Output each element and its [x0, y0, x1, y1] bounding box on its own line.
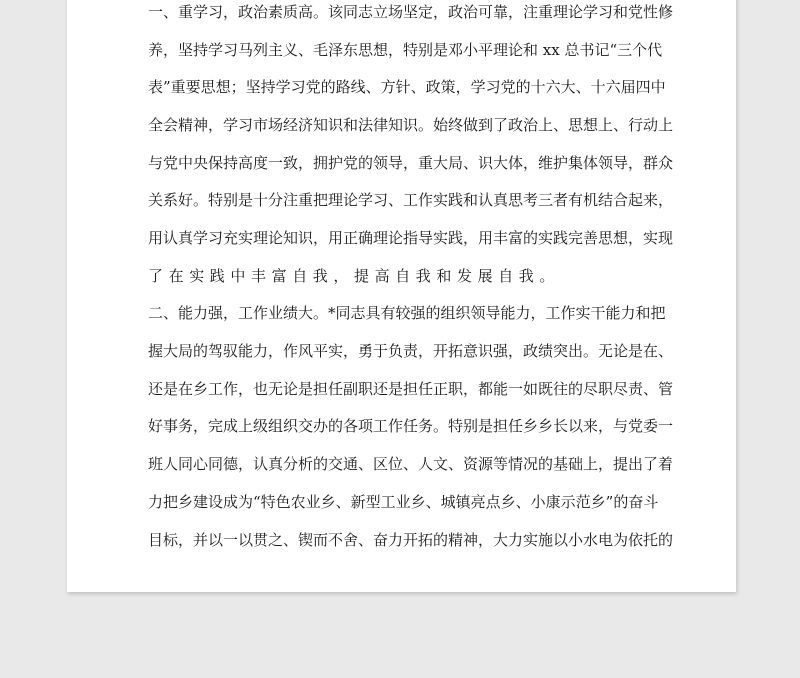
text-line: 了在实践中丰富自我，提高自我和发展自我。: [148, 267, 561, 285]
text-line: 目标，并以一以贯之、锲而不舍、奋力开拓的精神，大力实施以小水电为依托的: [148, 531, 674, 549]
text-line: 养，坚持学习马列主义、毛泽东思想，特别是邓小平理论和 xx 总书记“三个代: [148, 41, 663, 59]
text-line: 用认真学习充实理论知识，用正确理论指导实践，用丰富的实践完善思想，实现: [148, 229, 674, 247]
text-line: 一、重学习，政治素质高。该同志立场坚定，政治可靠，注重理论学习和党性修: [148, 3, 674, 21]
text-line: 握大局的驾驭能力，作风平实，勇于负责，开拓意识强，政绩突出。无论是在、: [148, 342, 674, 360]
text-line: 二、能力强，工作业绩大。*同志具有较强的组织领导能力，工作实干能力和把: [148, 304, 666, 322]
text-line: 好事务，完成上级组织交办的各项工作任务。特别是担任乡乡长以来，与党委一: [148, 417, 674, 435]
text-line: 班人同心同德，认真分析的交通、区位、人文、资源等情况的基础上，提出了着: [148, 455, 674, 473]
text-line: 关系好。特别是十分注重把理论学习、工作实践和认真思考三者有机结合起来，: [148, 191, 674, 209]
text-line: 表”重要思想；坚持学习党的路线、方针、政策，学习党的十六大、十六届四中: [148, 78, 666, 96]
text-line: 还是在乡工作，也无论是担任副职还是担任正职，都能一如既往的尽职尽责、管: [148, 380, 674, 398]
text-line: 全会精神，学习市场经济知识和法律知识。始终做到了政治上、思想上、行动上: [148, 116, 674, 134]
text-line: 与党中央保持高度一致，拥护党的领导，重大局、识大体，维护集体领导，群众: [148, 154, 674, 172]
text-line: 力把乡建设成为“特色农业乡、新型工业乡、城镇亮点乡、小康示范乡”的奋斗: [148, 493, 659, 511]
